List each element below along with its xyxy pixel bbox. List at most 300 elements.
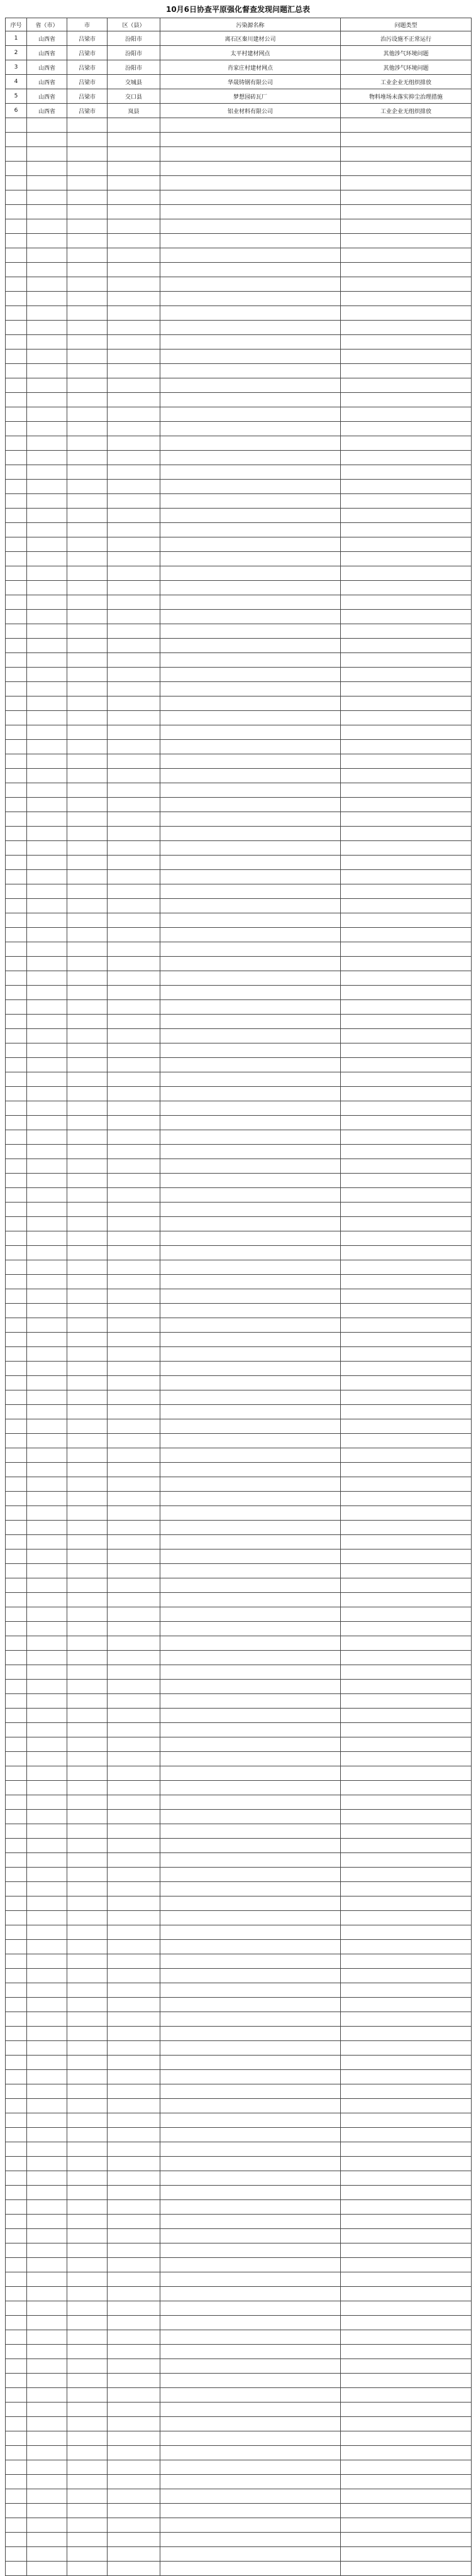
cell-source (160, 1347, 341, 1362)
cell-issue (341, 1940, 472, 1954)
cell-city (67, 1419, 108, 1434)
cell-issue (341, 1622, 472, 1636)
cell-source (160, 827, 341, 841)
table-row (6, 292, 472, 306)
cell-source (160, 1130, 341, 1145)
cell-province (27, 682, 67, 696)
cell-province (27, 1824, 67, 1839)
cell-province (27, 1766, 67, 1781)
cell-no (6, 422, 27, 436)
cell-province (27, 2157, 67, 2171)
cell-county (108, 2027, 160, 2041)
cell-no (6, 133, 27, 147)
cell-province (27, 2056, 67, 2070)
cell-no (6, 1015, 27, 1029)
cell-source (160, 509, 341, 523)
cell-no (6, 1593, 27, 1607)
cell-county (108, 219, 160, 234)
cell-no (6, 1058, 27, 1072)
cell-source (160, 2504, 341, 2518)
cell-province (27, 393, 67, 407)
cell-city (67, 2186, 108, 2200)
cell-no (6, 740, 27, 754)
cell-city (67, 610, 108, 624)
cell-city (67, 639, 108, 653)
cell-no (6, 725, 27, 740)
cell-no (6, 2518, 27, 2533)
cell-no (6, 1506, 27, 1521)
cell-province (27, 451, 67, 465)
cell-county (108, 2316, 160, 2330)
cell-source (160, 812, 341, 827)
cell-county (108, 248, 160, 263)
cell-no (6, 523, 27, 537)
cell-no (6, 1969, 27, 1983)
cell-source (160, 1521, 341, 1535)
cell-county (108, 465, 160, 480)
cell-county (108, 335, 160, 350)
cell-city (67, 2041, 108, 2056)
cell-issue (341, 2084, 472, 2099)
table-row (6, 2518, 472, 2533)
cell-province (27, 798, 67, 812)
cell-county (108, 696, 160, 711)
cell-city (67, 2504, 108, 2518)
cell-county (108, 624, 160, 639)
cell-issue (341, 1969, 472, 1983)
cell-no (6, 1549, 27, 1564)
cell-province (27, 1217, 67, 1231)
cell-province (27, 1781, 67, 1795)
cell-no (6, 2041, 27, 2056)
cell-issue (341, 292, 472, 306)
cell-issue (341, 2243, 472, 2258)
cell-issue (341, 1434, 472, 1448)
cell-province (27, 1159, 67, 1174)
cell-county (108, 2258, 160, 2272)
cell-province (27, 2243, 67, 2258)
cell-source (160, 292, 341, 306)
cell-no (6, 2359, 27, 2374)
cell-city (67, 2431, 108, 2446)
cell-county (108, 1709, 160, 1723)
cell-province (27, 986, 67, 1000)
cell-county: 汾阳市 (108, 31, 160, 46)
cell-province (27, 2316, 67, 2330)
cell-city (67, 1853, 108, 1868)
cell-issue (341, 393, 472, 407)
table-row (6, 856, 472, 870)
table-row (6, 2113, 472, 2128)
cell-province (27, 769, 67, 783)
cell-issue (341, 2417, 472, 2431)
cell-issue (341, 219, 472, 234)
cell-issue (341, 2547, 472, 2562)
cell-city (67, 407, 108, 422)
cell-province: 山西省 (27, 60, 67, 75)
cell-province: 山西省 (27, 89, 67, 104)
table-row (6, 523, 472, 537)
table-row (6, 350, 472, 364)
cell-province (27, 1868, 67, 1882)
table-row (6, 1145, 472, 1159)
cell-city (67, 176, 108, 190)
cell-issue (341, 1636, 472, 1651)
cell-city (67, 1058, 108, 1072)
cell-source (160, 986, 341, 1000)
cell-source (160, 1535, 341, 1549)
cell-issue (341, 798, 472, 812)
cell-source (160, 1217, 341, 1231)
table-row (6, 1940, 472, 1954)
cell-source (160, 2316, 341, 2330)
table-row (6, 89, 472, 104)
cell-county (108, 668, 160, 682)
cell-county (108, 147, 160, 162)
cell-county (108, 1217, 160, 1231)
cell-issue (341, 1275, 472, 1289)
cell-source (160, 2229, 341, 2243)
cell-province (27, 1535, 67, 1549)
cell-city (67, 480, 108, 494)
cell-no (6, 870, 27, 884)
cell-issue (341, 595, 472, 610)
cell-no (6, 2301, 27, 2316)
cell-no (6, 856, 27, 870)
cell-no (6, 1795, 27, 1810)
cell-source (160, 1101, 341, 1116)
cell-source (160, 2403, 341, 2417)
cell-county (108, 1781, 160, 1795)
table-row (6, 219, 472, 234)
table-row (6, 1521, 472, 1535)
issues-table (5, 18, 472, 2576)
cell-issue (341, 1709, 472, 1723)
cell-issue (341, 928, 472, 942)
cell-county (108, 1868, 160, 1882)
table-row (6, 624, 472, 639)
cell-province (27, 610, 67, 624)
cell-county: 岚县 (108, 104, 160, 118)
table-row (6, 1911, 472, 1925)
cell-no (6, 2330, 27, 2345)
cell-no (6, 827, 27, 841)
cell-source (160, 1231, 341, 1246)
cell-province (27, 422, 67, 436)
cell-province (27, 1925, 67, 1940)
table-row (6, 1347, 472, 1362)
cell-province (27, 1072, 67, 1087)
cell-county (108, 1390, 160, 1405)
cell-source (160, 1304, 341, 1318)
cell-city (67, 1304, 108, 1318)
cell-county (108, 971, 160, 986)
cell-issue (341, 841, 472, 856)
cell-issue (341, 1506, 472, 1521)
table-row (6, 321, 472, 335)
cell-issue (341, 884, 472, 899)
cell-province (27, 335, 67, 350)
cell-province (27, 2547, 67, 2562)
cell-source: 铝业材料有限公司 (160, 104, 341, 118)
cell-city (67, 2475, 108, 2489)
cell-city (67, 2200, 108, 2215)
table-row (6, 1549, 472, 1564)
cell-province (27, 1839, 67, 1853)
cell-source (160, 1622, 341, 1636)
cell-issue (341, 913, 472, 928)
cell-province (27, 2229, 67, 2243)
cell-no (6, 2142, 27, 2157)
table-row (6, 884, 472, 899)
cell-county (108, 523, 160, 537)
cell-city (67, 1521, 108, 1535)
cell-province (27, 653, 67, 668)
cell-issue (341, 2403, 472, 2417)
cell-issue (341, 2186, 472, 2200)
cell-no (6, 1260, 27, 1275)
cell-province (27, 841, 67, 856)
cell-province (27, 1188, 67, 1203)
cell-county (108, 1795, 160, 1810)
cell-city (67, 928, 108, 942)
table-row (6, 1636, 472, 1651)
cell-issue (341, 783, 472, 798)
cell-province (27, 537, 67, 552)
cell-issue (341, 2504, 472, 2518)
cell-issue (341, 378, 472, 393)
table-row (6, 2272, 472, 2287)
cell-city (67, 1260, 108, 1275)
cell-issue (341, 1593, 472, 1607)
cell-province (27, 2084, 67, 2099)
cell-city (67, 711, 108, 725)
cell-no (6, 378, 27, 393)
cell-source (160, 1680, 341, 1694)
table-row (6, 2012, 472, 2027)
cell-county (108, 1651, 160, 1665)
cell-province (27, 928, 67, 942)
page-title: 10月6日协查平原强化督查发现问题汇总表 (165, 5, 311, 14)
cell-county (108, 899, 160, 913)
cell-county (108, 2084, 160, 2099)
cell-issue (341, 118, 472, 133)
cell-province (27, 2272, 67, 2287)
cell-county (108, 1304, 160, 1318)
cell-province (27, 2287, 67, 2301)
cell-county (108, 1998, 160, 2012)
cell-province (27, 292, 67, 306)
cell-city (67, 219, 108, 234)
cell-source (160, 2027, 341, 2041)
cell-no: 6 (6, 104, 27, 118)
cell-issue (341, 2157, 472, 2171)
cell-county (108, 581, 160, 595)
cell-source (160, 436, 341, 451)
table-row (6, 812, 472, 827)
cell-no: 3 (6, 60, 27, 75)
table-row (6, 1390, 472, 1405)
cell-city (67, 537, 108, 552)
cell-issue (341, 2359, 472, 2374)
table-row (6, 1723, 472, 1737)
table-row (6, 754, 472, 769)
cell-issue (341, 2460, 472, 2475)
cell-issue (341, 2330, 472, 2345)
cell-no (6, 2460, 27, 2475)
cell-province (27, 1998, 67, 2012)
table-row (6, 1998, 472, 2012)
cell-province (27, 1318, 67, 1333)
cell-province (27, 2562, 67, 2576)
cell-no (6, 754, 27, 769)
cell-city (67, 581, 108, 595)
cell-no (6, 2562, 27, 2576)
cell-source (160, 1983, 341, 1998)
cell-province: 山西省 (27, 75, 67, 89)
cell-issue (341, 1868, 472, 1882)
cell-issue (341, 899, 472, 913)
cell-no (6, 928, 27, 942)
table-row (6, 2417, 472, 2431)
table-row (6, 2056, 472, 2070)
cell-source (160, 870, 341, 884)
cell-city (67, 364, 108, 378)
cell-no (6, 1535, 27, 1549)
cell-source (160, 2041, 341, 2056)
cell-no (6, 162, 27, 176)
cell-source (160, 2287, 341, 2301)
cell-no (6, 783, 27, 798)
table-row (6, 1260, 472, 1275)
cell-issue (341, 1477, 472, 1492)
cell-no (6, 2345, 27, 2359)
cell-county (108, 2113, 160, 2128)
cell-no (6, 2243, 27, 2258)
cell-county (108, 1766, 160, 1781)
cell-city (67, 2056, 108, 2070)
cell-source (160, 1593, 341, 1607)
cell-issue (341, 2316, 472, 2330)
cell-city (67, 1651, 108, 1665)
table-row (6, 711, 472, 725)
cell-county (108, 1289, 160, 1304)
cell-no (6, 2504, 27, 2518)
cell-county (108, 2533, 160, 2547)
cell-province (27, 277, 67, 292)
cell-county (108, 566, 160, 581)
cell-issue (341, 1376, 472, 1390)
cell-province (27, 1983, 67, 1998)
table-row (6, 509, 472, 523)
cell-county (108, 725, 160, 740)
cell-city (67, 2229, 108, 2243)
cell-no: 5 (6, 89, 27, 104)
cell-no (6, 118, 27, 133)
cell-source (160, 2330, 341, 2345)
cell-city (67, 1000, 108, 1015)
table-row (6, 2460, 472, 2475)
cell-city (67, 2113, 108, 2128)
cell-province (27, 1043, 67, 1058)
cell-city (67, 1781, 108, 1795)
cell-province (27, 2258, 67, 2272)
cell-source (160, 2113, 341, 2128)
table-row (6, 1766, 472, 1781)
table-row (6, 1419, 472, 1434)
cell-city (67, 2287, 108, 2301)
table-row (6, 610, 472, 624)
cell-city (67, 2272, 108, 2287)
cell-source (160, 2200, 341, 2215)
table-row (6, 1304, 472, 1318)
cell-source: 太平村建材网点 (160, 46, 341, 60)
table-row (6, 465, 472, 480)
cell-source (160, 2157, 341, 2171)
table-row (6, 2128, 472, 2142)
cell-issue: 治污设施不正常运行 (341, 31, 472, 46)
cell-province (27, 1492, 67, 1506)
cell-city (67, 2403, 108, 2417)
table-row (6, 31, 472, 46)
cell-no (6, 1405, 27, 1419)
cell-county (108, 1853, 160, 1868)
cell-province (27, 494, 67, 509)
cell-province (27, 1882, 67, 1896)
cell-source (160, 2359, 341, 2374)
cell-county (108, 639, 160, 653)
cell-source (160, 1607, 341, 1622)
cell-source (160, 2142, 341, 2157)
cell-city (67, 2562, 108, 2576)
table-row (6, 2359, 472, 2374)
cell-county (108, 1983, 160, 1998)
table-row (6, 1954, 472, 1969)
cell-county (108, 595, 160, 610)
cell-province (27, 942, 67, 957)
table-row (6, 1752, 472, 1766)
table-row (6, 1058, 472, 1072)
table-row (6, 2547, 472, 2562)
cell-city (67, 2547, 108, 2562)
table-row (6, 1578, 472, 1593)
cell-county (108, 711, 160, 725)
cell-city (67, 1607, 108, 1622)
cell-issue (341, 1463, 472, 1477)
table-row (6, 2475, 472, 2489)
cell-no (6, 1463, 27, 1477)
cell-source (160, 913, 341, 928)
cell-source (160, 234, 341, 248)
cell-city (67, 1911, 108, 1925)
cell-county (108, 2128, 160, 2142)
cell-city: 吕梁市 (67, 60, 108, 75)
cell-source (160, 783, 341, 798)
cell-city: 吕梁市 (67, 46, 108, 60)
cell-source (160, 393, 341, 407)
cell-source (160, 2518, 341, 2533)
cell-no (6, 147, 27, 162)
cell-issue (341, 1535, 472, 1549)
cell-source: 华晟铸钢有限公司 (160, 75, 341, 89)
table-row (6, 1188, 472, 1203)
table-row (6, 335, 472, 350)
cell-source (160, 335, 341, 350)
table-row (6, 1737, 472, 1752)
cell-province (27, 639, 67, 653)
cell-issue (341, 436, 472, 451)
cell-no (6, 653, 27, 668)
